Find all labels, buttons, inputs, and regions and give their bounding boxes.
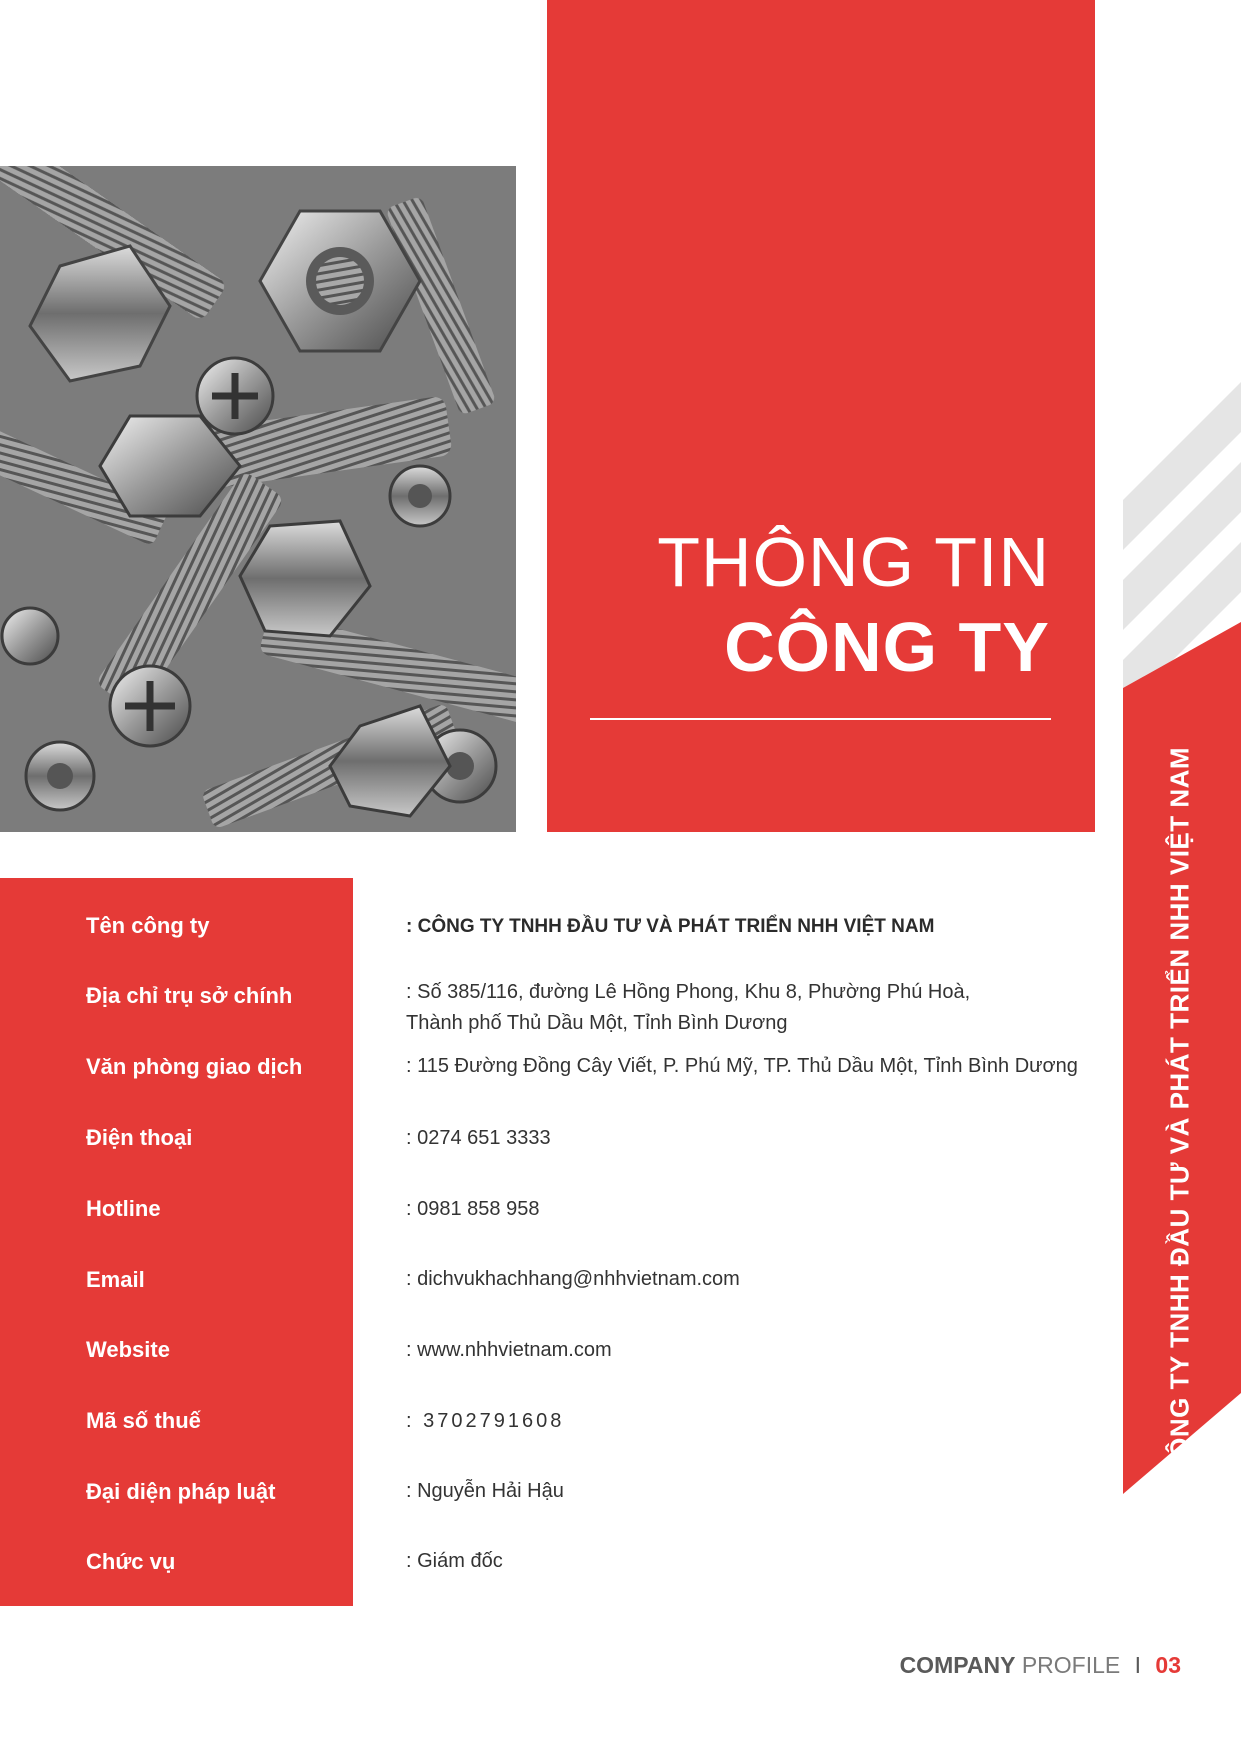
value-legal-representative: : Nguyễn Hải Hậu — [406, 1480, 564, 1502]
footer-profile: PROFILE — [1021, 1652, 1121, 1678]
label-head-office: Địa chỉ trụ sở chính — [86, 983, 293, 1008]
value-tax-code: : 3702791608 — [406, 1410, 565, 1432]
label-legal-representative: Đại diện pháp luật — [86, 1479, 276, 1504]
footer-company: COMPANY — [899, 1652, 1016, 1678]
title-panel — [547, 0, 1095, 832]
hero-photo-screws-bolts — [0, 166, 516, 832]
value-phone: : 0274 651 3333 — [406, 1127, 551, 1149]
value-hotline: : 0981 858 958 — [406, 1198, 540, 1220]
value-company-name: : CÔNG TY TNHH ĐẦU TƯ VÀ PHÁT TRIỂN NHH VIỆT NAM — [406, 916, 935, 937]
footer-separator: I — [1134, 1652, 1142, 1678]
side-banner-company-name: CÔNG TY TNHH ĐẦU TƯ VÀ PHÁT TRIỂN NHH VIỆT NAM — [1164, 746, 1195, 1478]
page-title-line1: THÔNG TIN — [657, 523, 1050, 601]
label-position: Chức vụ — [86, 1549, 176, 1574]
page-number: 03 — [1155, 1652, 1181, 1678]
label-transaction-office: Văn phòng giao dịch — [86, 1054, 303, 1079]
value-head-office-line1: : Số 385/116, đường Lê Hồng Phong, Khu 8, Phường Phú Hoà, — [406, 981, 971, 1003]
label-hotline: Hotline — [86, 1196, 161, 1221]
label-tax-code: Mã số thuế — [86, 1408, 201, 1433]
value-transaction-office: : 115 Đường Đồng Cây Viết, P. Phú Mỹ, TP. Thủ Dầu Một, Tỉnh Bình Dương — [406, 1055, 1078, 1077]
value-email[interactable]: : dichvukhachhang@nhhvietnam.com — [406, 1268, 740, 1290]
page-title-line2: CÔNG TY — [724, 608, 1050, 686]
label-email: Email — [86, 1267, 145, 1292]
title-divider — [590, 718, 1051, 720]
page-footer — [900, 1652, 1181, 1679]
value-website[interactable]: : www.nhhvietnam.com — [406, 1339, 612, 1361]
label-website: Website — [86, 1337, 170, 1362]
value-head-office-line2: Thành phố Thủ Dầu Một, Tỉnh Bình Dương — [406, 1012, 788, 1034]
label-phone: Điện thoại — [86, 1125, 193, 1150]
value-position: : Giám đốc — [406, 1550, 503, 1572]
label-company-name: Tên công ty — [86, 913, 210, 938]
